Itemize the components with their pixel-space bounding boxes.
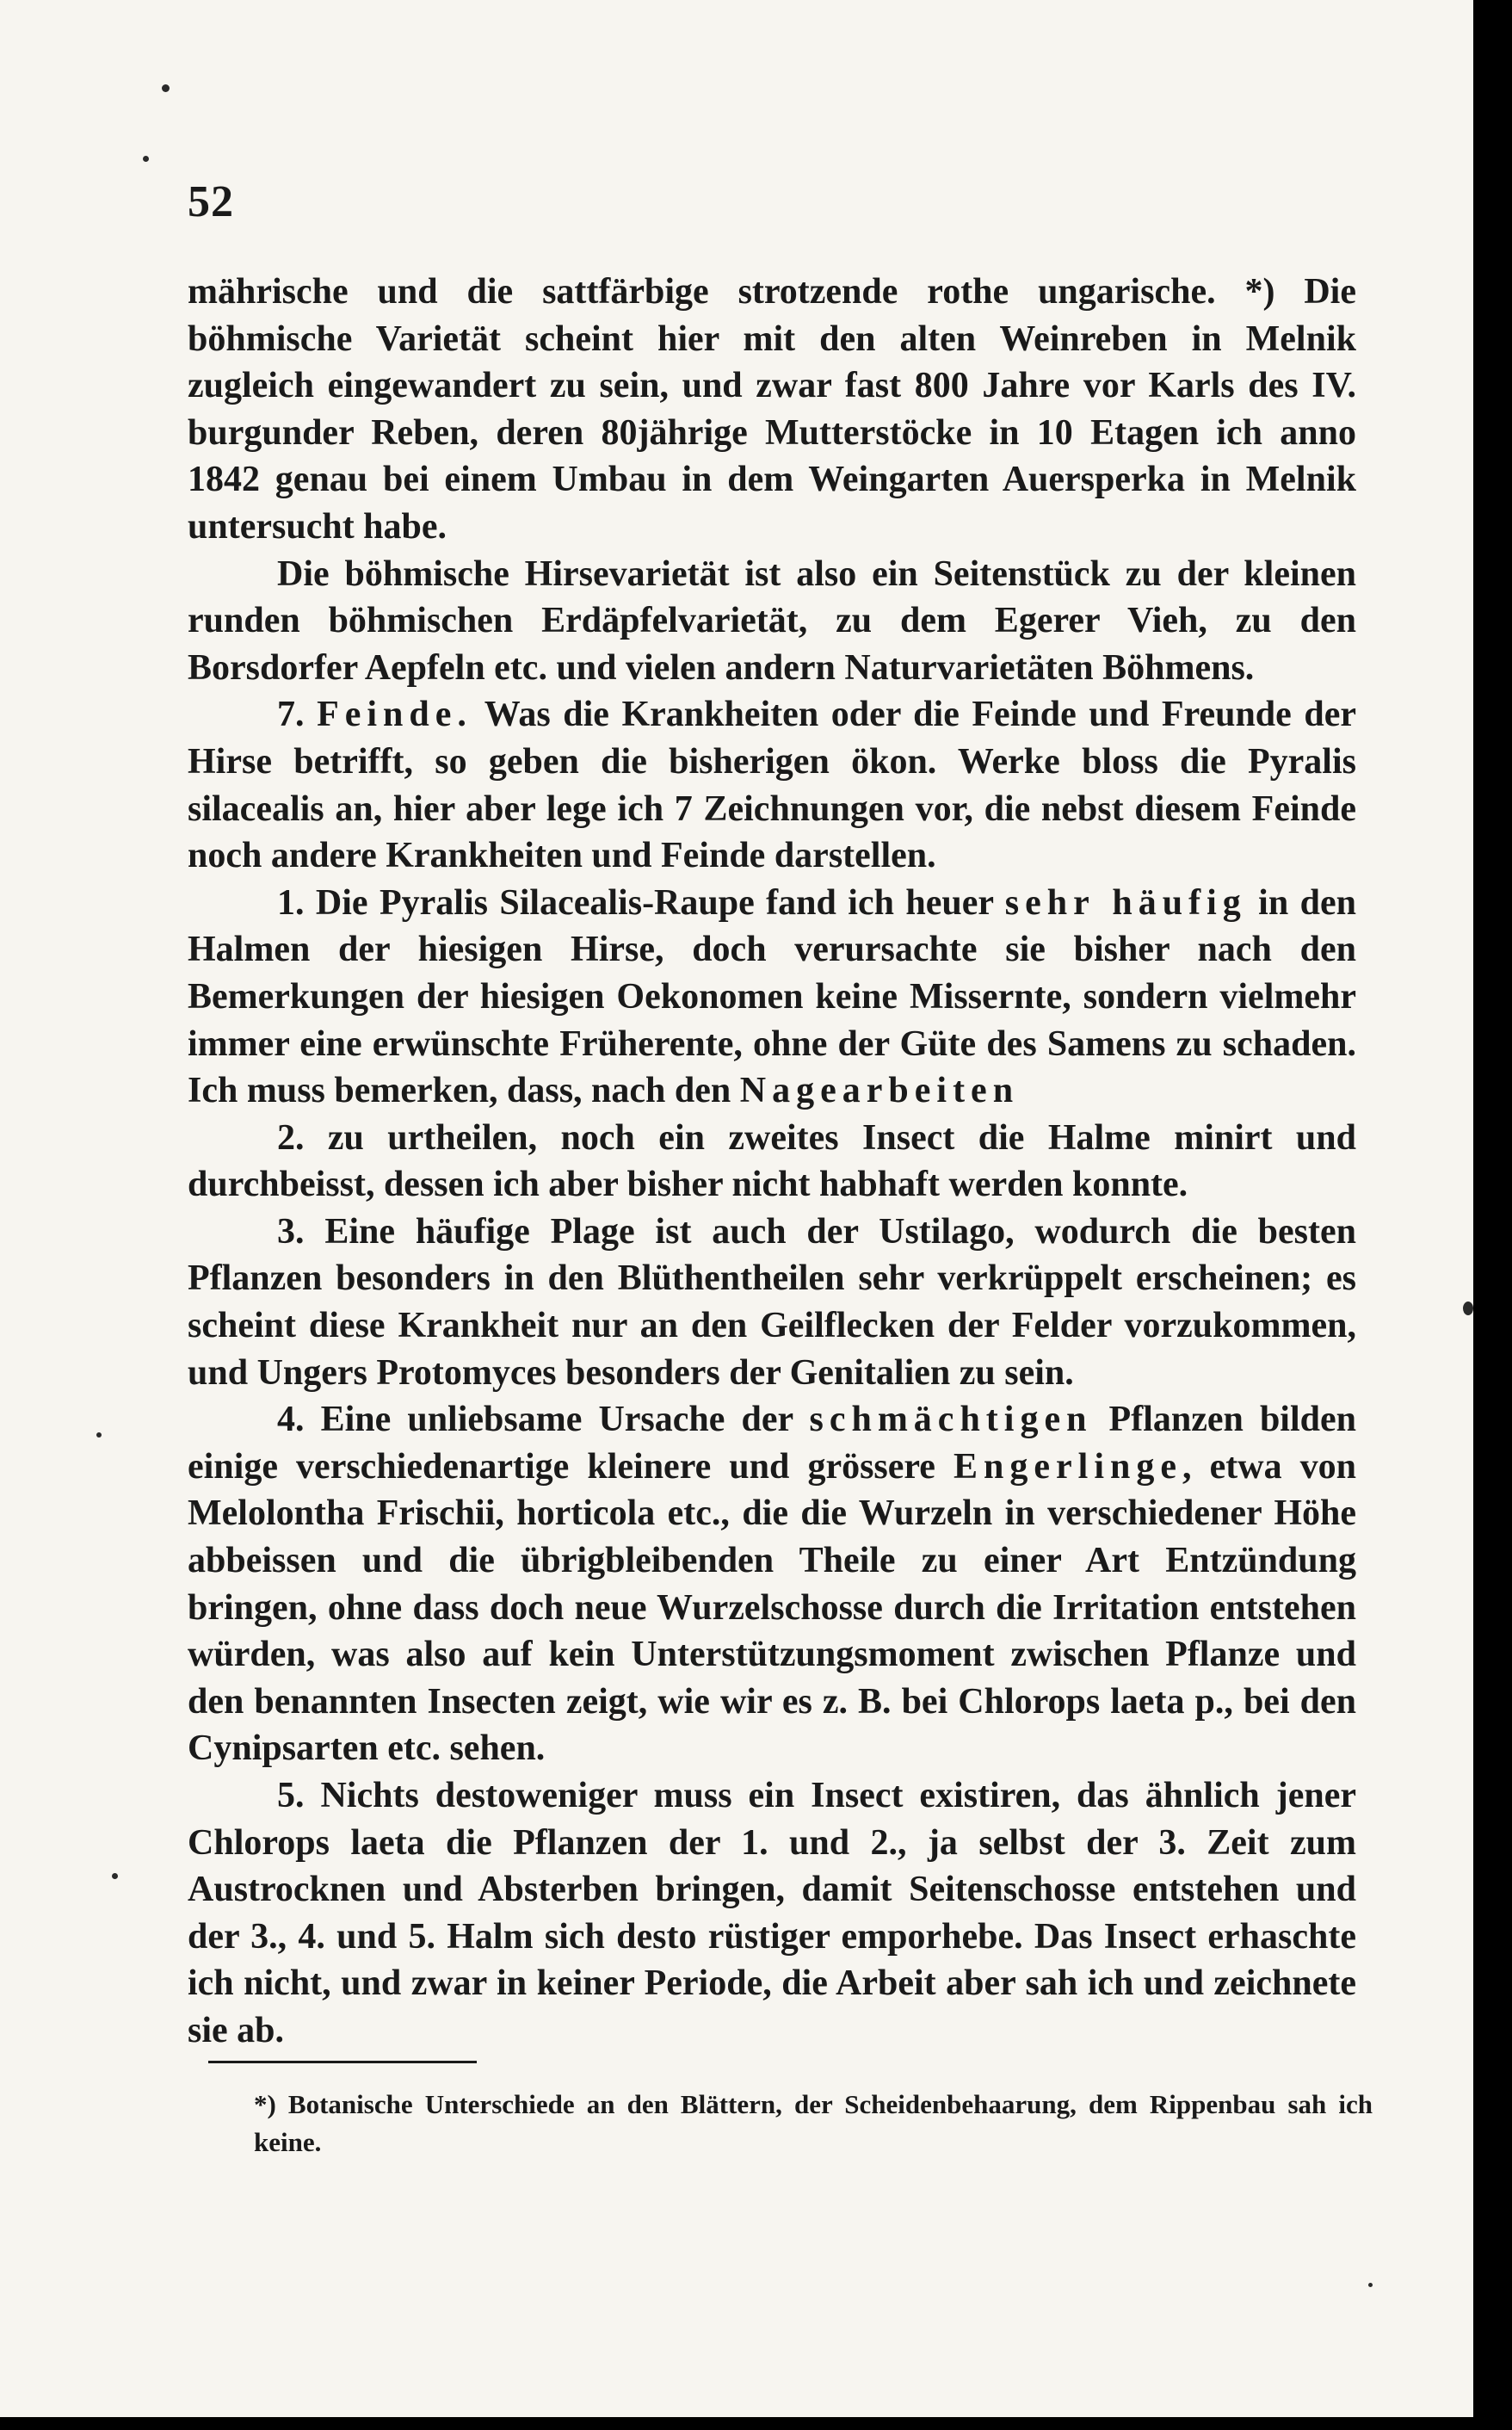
paper-speck: [162, 84, 170, 92]
section-text: Was die Krankheiten oder die Feinde und Freunde der Hirse betrifft, so geben die bisherigen ökon. Werke bloss die Pyralis silacealis an, hier aber lege ich 7 Zeichnungen vor, die nebst diesem Feinde noch andere Krankheiten und Feinde darstellen.: [188, 695, 1357, 876]
paragraph-feinde: [188, 691, 1356, 879]
paper-speck: [143, 156, 149, 162]
paper-speck: [1463, 1302, 1473, 1315]
footnote-marker: *): [254, 2089, 276, 2119]
scan-border-bottom: [0, 2417, 1473, 2430]
paragraph-item-4: [188, 1396, 1356, 1772]
item-1-emphasis-a: sehr häufig: [1004, 882, 1247, 923]
paragraph-1: mährische und die sattfärbige strotzende rothe ungarische. *) Die böhmische Varietät scheint hier mit den alten Weinreben in Melnik zugleich eingewandert zu sein, und zwar fast 800 Jahre vor Karls des IV. burgunder Reben, deren 80jährige Mutterstöcke in 10 Etagen ich anno 1842 genau bei einem Umbau in dem Weingarten Auersperka in Melnik untersucht habe.: [188, 272, 1356, 547]
footnote: [254, 2086, 1373, 2161]
item-4-text-c: , etwa von Melolontha Frischii, horticola etc., die die Wurzeln in verschiedener Höhe abbeissen und die übrigbleibenden Theile zu einer Art Entzündung bringen, ohne dass doch neue Wurzelschosse durch die Irritation entstehen würden, was also auf kein Unterstützungsmoment zwischen Pflanze und den benannten Insecten zeigt, wie wir es z. B. bei Chlorops laeta p., bei den Cynipsarten etc. sehen.: [188, 1446, 1356, 1769]
item-4-text-a: 4. Eine unliebsame Ursache der: [277, 1400, 810, 1440]
item-1-text-b: in den Halmen der hiesigen Hirse, doch verursachte sie bisher nach den Bemerkungen der hiesigen Oekonomen keine Missernte, sondern vielmehr immer eine erwünschte Früherente, ohne der Güte des Samens zu schaden. Ich muss bemerken, dass, nach den: [188, 882, 1356, 1111]
scan-border-right: [1473, 0, 1512, 2430]
item-4-emphasis-a: schmächtigen: [809, 1400, 1093, 1440]
item-4-text-b: Pflanzen bilden einige verschiedenartige kleinere und grössere: [188, 1400, 1356, 1487]
section-number: 7.: [277, 695, 318, 735]
paragraph-item-5: 5. Nichts destoweniger muss ein Insect existiren, das ähnlich jener Chlorops laeta die Pflanzen der 1. und 2., ja selbst der 3. Zeit zum Austrocknen und Absterben bringen, damit Seitenschosse entstehen und der 3., 4. und 5. Halm sich desto rüstiger emporhebe. Das Insect erhaschte ich nicht, und zwar in keiner Periode, die Arbeit aber sah ich und zeichnete sie ab.: [188, 1776, 1356, 2050]
paragraph-item-3: 3. Eine häufige Plage ist auch der Ustilago, wodurch die besten Pflanzen besonders in den Blüthentheilen sehr verkrüppelt erscheinen; es scheint diese Krankheit nur an den Geilflecken der Felder vorzukommen, und Ungers Protomyces besonders der Genitalien zu sein.: [188, 1211, 1356, 1393]
paper-speck: [96, 1432, 102, 1438]
item-4-emphasis-b: Engerlinge: [953, 1446, 1183, 1487]
paragraph-2: Die böhmische Hirsevarietät ist also ein Seitenstück zu der kleinen runden böhmischen Erdäpfelvarietät, zu dem Egerer Vieh, zu den Borsdorfer Aepfeln etc. und vielen andern Naturvarietäten Böhmens.: [188, 553, 1356, 688]
paragraph-item-1: [188, 880, 1356, 1115]
footnote-text: Botanische Unterschiede an den Blättern, der Scheidenbehaarung, dem Rippenbau sah ich keine.: [254, 2089, 1373, 2157]
item-1-emphasis-b: Nagearbeiten: [739, 1071, 1020, 1111]
footnote-divider: [208, 2061, 477, 2063]
item-1-text-a: 1. Die Pyralis Silacealis-Raupe fand ich heuer: [277, 882, 1005, 923]
paper-speck: [112, 1873, 118, 1879]
body-text: [188, 269, 1356, 2055]
section-heading: Feinde.: [317, 695, 472, 735]
page-number: 52: [188, 177, 234, 226]
paper-speck: [1368, 2283, 1373, 2287]
paragraph-item-2: 2. zu urtheilen, noch ein zweites Insect die Halme minirt und durchbeisst, dessen ich aber bisher nicht habhaft werden konnte.: [188, 1117, 1356, 1205]
